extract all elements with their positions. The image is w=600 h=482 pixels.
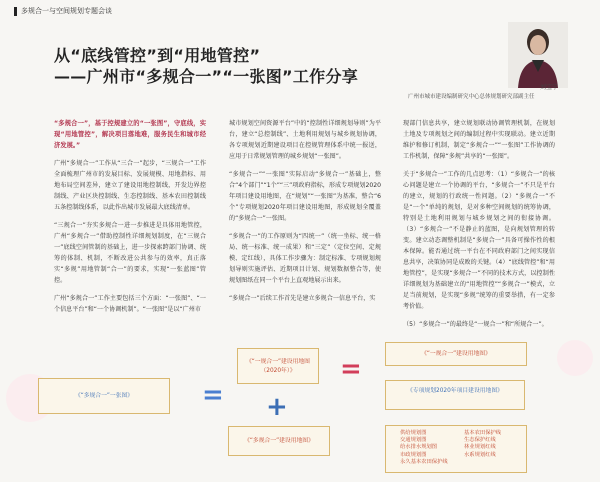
text-column-2 <box>229 118 381 311</box>
list-item: 永久基本农田保护线 <box>400 458 448 465</box>
list-item: 给水排水规划图 <box>400 444 438 451</box>
list-item: 市政规划图 <box>400 451 427 458</box>
diagram-right-top-box: 《“一规合一”建设用地图》 <box>385 342 527 366</box>
list-item: 供给规划图 <box>400 430 427 436</box>
plan-list-right <box>464 430 501 459</box>
plus-sign: + <box>266 392 288 422</box>
text-column-1 <box>54 118 206 322</box>
list-item: 交通规划图 <box>400 437 427 444</box>
list-item: 水系规划红线 <box>464 451 496 458</box>
diagram-bottom-mid-box: 《“多规合一”建设用地图》 <box>228 426 330 456</box>
header-bar <box>14 7 17 16</box>
article-title-line1: 从“底线管控”到“用地管控” <box>54 46 261 65</box>
plan-list-left <box>400 430 448 466</box>
header-text: 多规合一与空间规划专题会谈 <box>21 7 112 15</box>
list-item: 基本农田保护线 <box>464 430 502 436</box>
list-item: 林业规划红线 <box>464 444 496 451</box>
paragraph: 广州“多规合一”工作主要包括三个方面：“一张图”、“一个信息平台”和“一个协调机制”。“一张图”是以“广州市 <box>54 295 206 313</box>
paragraph: 关于“多规合一”工作的几点思考：（1）“多规合一”的核心问题是建立一个协调的平台，“多规合一”不只是平台的建立，规划的行政统一性问题。（2）“多规合一”不是“一个”单纯的规划，是对多种空间规划的统筹协调，特别是土地利用规划与城乡规划之间的衔接协调。（3）“多规合一”不是静止的蓝图，是向规划管理的转变。建立动态调整机制是“多规合一”具备可操作性的根本保障。能否通过统一平台在不同政府部门之间实现信息共享，决策协同是成败的关键。（4）“底线管控”和“用地管控”，是实现“多规合一”不同的技术方式，以控制性详细规划为基础建立的“用地管控”“多规合一”模式，立足当前规划，是实现“多规”统筹的重要举措，有一定参考价值。 <box>403 171 555 310</box>
lead-paragraph: “多规合一”，基于控规建立的“一张图”，守底线，实现“用地管控”，解决项目落地难，服务民生和城市经济发展。” <box>54 120 206 149</box>
diagram-plan-list <box>385 425 527 473</box>
diagram-left-box: 《“多规合一”一张图》 <box>38 378 170 414</box>
paragraph: （5）“多规合一”的最终是“一规合一”和“所规合一”。 <box>403 321 548 328</box>
paragraph: “多规合一”“一张图”实际启动“多规合一”基础上，整合“4个部门”“1个”“三”项政府指标，形成专项规划2020年项目建设用地图，在“规划”“一张图”为基准，整合“6个”专项规划2020年项目建设用地图，形成规划全覆盖的“多规合一”一张图。 <box>229 171 381 222</box>
paragraph: 广州“多规合一”工作从“三合一”起步，“三规合一”工作全面梳理广州市的发展目标、发展规模、用地指标、用地布局空间差异，建立了建设用地控制线，开发边界控制线、产业区块控制线、生态控制线、基本农田控制线五条控制线体系，以此作出城市发展最大底线清单。 <box>54 160 206 211</box>
diagram-right-mid-box: 《专项规划2020年项目建设用地图》 <box>385 380 525 410</box>
list-item: 生态保护红线 <box>464 437 496 444</box>
author-name: 刘宝宁 <box>540 84 559 91</box>
text-column-3 <box>403 118 555 337</box>
paragraph: “三规合一”夯实多规合一进一步推进是具体用地管控，广州“多规合一”借助控制性详细规划制度，在“三规合一”底线空间管制的基础上，进一步探索跨部门协调、统筹的体制、机制，不断改进公共参与的效率，真正落实“多规”用地管制“合一”的要求，实现“一张蓝图”管控。 <box>54 222 206 284</box>
article-title-line2: ——广州市“多规合一”“一张图”工作分享 <box>54 67 359 86</box>
paragraph: “多规合一”后续工作首先是建立多规合一信息平台，实 <box>229 295 376 302</box>
paragraph: 现部门信息共享，建立规划联动协调管理机制，在规划土地及专项规划之间的编制过程中实现联动。建立近期维护和修订机制，制定“多规合一”“一张图”工作协调的工作机制，保障“多规”共享的“一张图”。 <box>403 120 555 160</box>
paragraph: “多规合一”的工作原则为“四统一”（统一坐标、统一格局、统一标准、统一成果）和“三定”（定位空间、定规模、定红线），具体工作步骤为：制定标准、专项规划规划导则实施评估、近期项目计划、规划数据整合等，使规划图纸在同一个平台上直观地展示出来。 <box>229 233 381 284</box>
author-photo <box>508 22 568 88</box>
diagram-top-mid-box: 《“一规合一”建设用地图（2020年）》 <box>237 348 319 384</box>
equals-sign-right: = <box>340 354 362 384</box>
equals-sign: = <box>202 380 224 410</box>
author-role: 广州市城市建设编制研究中心总体规划研究部副主任 <box>408 94 535 100</box>
page-header <box>14 6 112 16</box>
paragraph: 城市规划空间资源平台”中的“控制性详细规划导则”为平台，建立“总控制线”、土地利用规划与城乡规划协调，各专项规划近期建设项目在控规管理体系中统一报送，应用于日常规划管理的城乡规划“一张图”。 <box>229 120 381 160</box>
